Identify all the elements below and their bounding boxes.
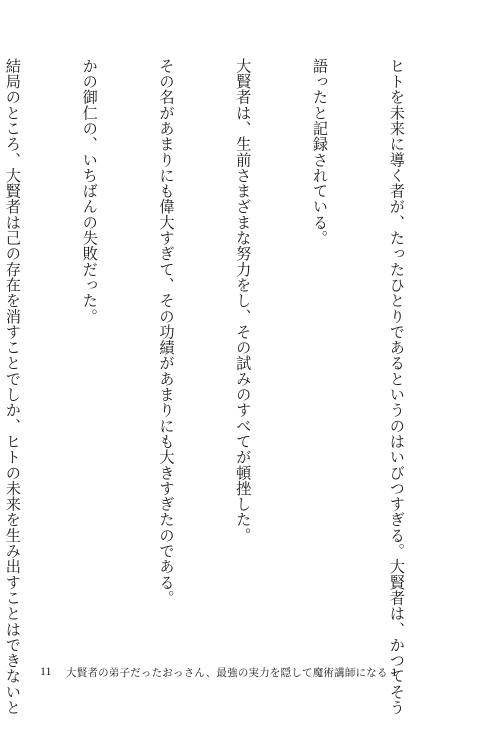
- page-number: 11: [40, 664, 52, 678]
- text-line: その名があまりにも偉大すぎて、その功績があまりにも大きすぎたのである。: [157, 58, 176, 606]
- running-title: 大賢者の弟子だったおっさん、最強の実力を隠して魔術講師になる 1: [66, 667, 399, 679]
- text-line: 大賢者は、生前さまざまな努力をし、その試みのすべてが頓挫した。: [234, 58, 253, 544]
- text-line: かの御仁の、いちばんの失敗だった。: [80, 58, 99, 325]
- text-line: 語ったと記録されている。: [311, 58, 330, 246]
- text-line: 結局のところ、大賢者は己の存在を消すことでしか、ヒトの未来を生み出すことはできないと: [3, 58, 22, 716]
- text-line: ヒトを未来に導く者が、たったひとりであるというのはいびつすぎる。大賢者は、かつてそう: [387, 58, 406, 716]
- page-footer: [0, 660, 500, 684]
